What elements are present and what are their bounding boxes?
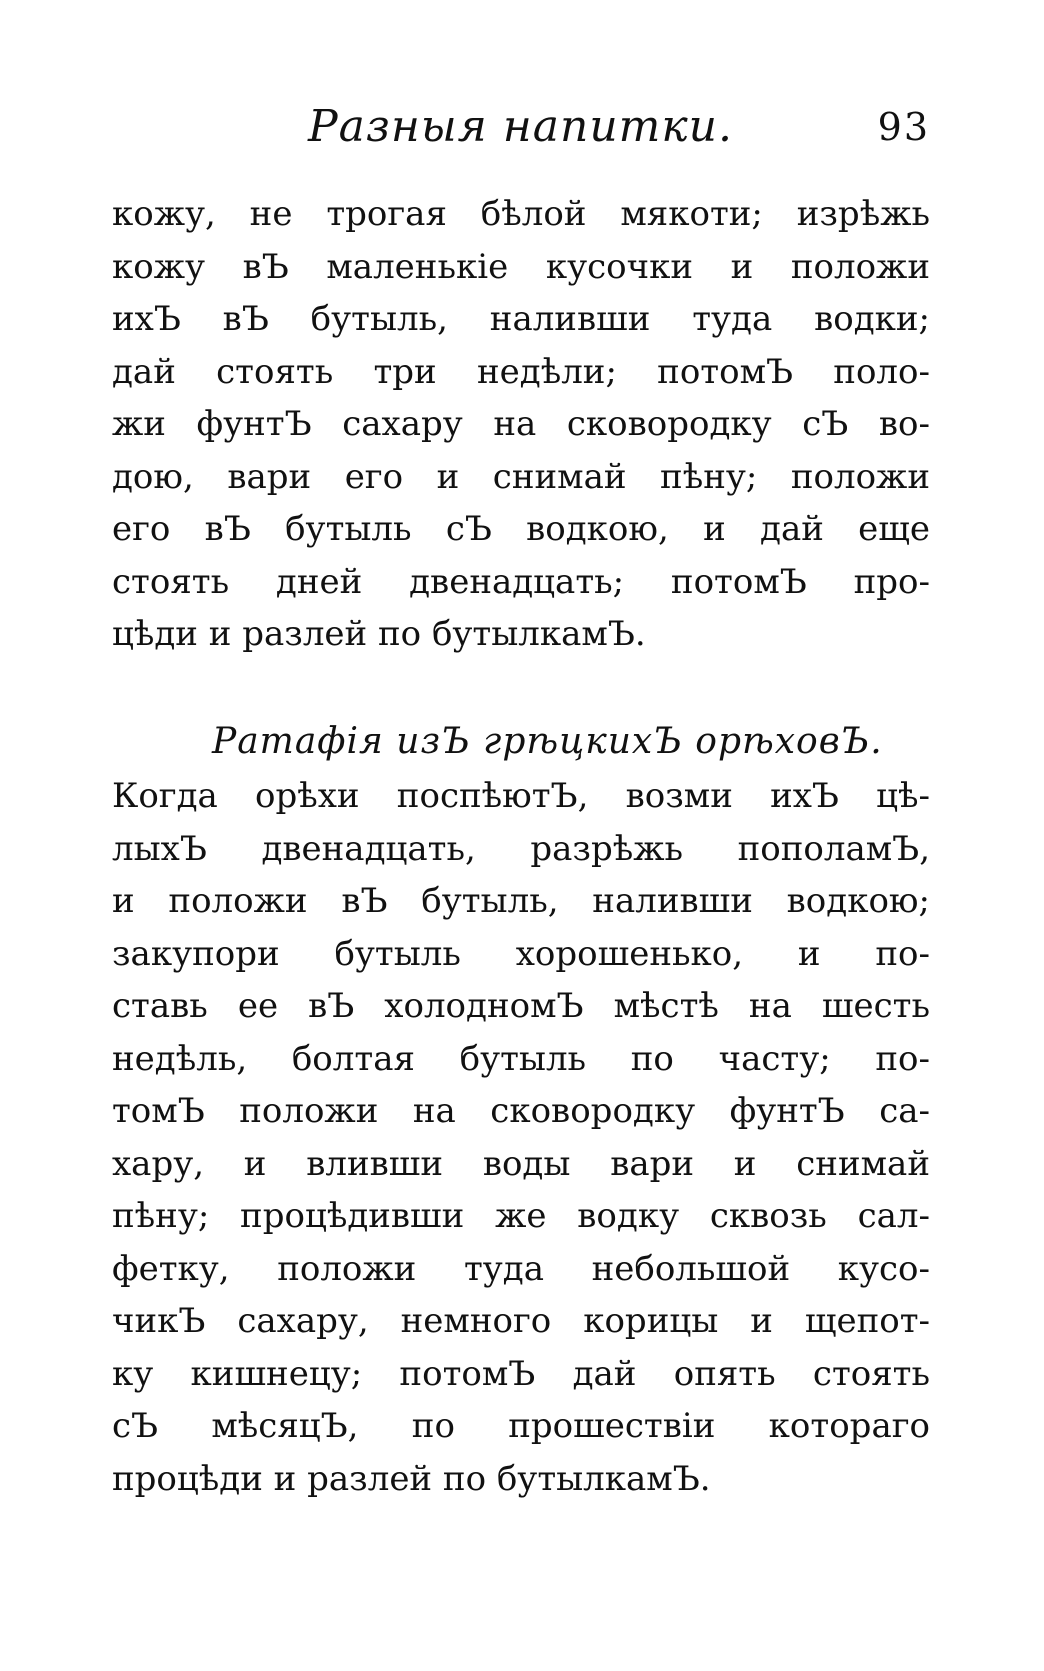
text-line: недѣль, болтая бутыль по часту; по- [112, 1038, 930, 1079]
recipe-heading: Ратафія изЪ грѣцкихЪ орѣховЪ. [212, 721, 883, 762]
text-line: чикЪ сахару, немного корицы и щепот- [112, 1301, 930, 1341]
recipe-continuation-paragraph [112, 188, 930, 661]
page-number: 93 [877, 105, 930, 149]
text-line: лыхЪ двенадцать, разрѣжь пополамЪ, [112, 828, 930, 869]
text-line: и положи вЪ бутыль, наливши водкою; [112, 881, 930, 921]
text-line: томЪ положи на сковородку фунтЪ са- [112, 1091, 930, 1131]
text-line: сЪ мѣсяцЪ, по прошествіи котораго [112, 1406, 930, 1446]
text-line: процѣди и разлей по бутылкамЪ. [112, 1458, 711, 1499]
text-line: ку кишнецу; потомЪ дай опять стоять [112, 1353, 930, 1394]
text-line: ставь ее вЪ холодномЪ мѣстѣ на шесть [112, 986, 930, 1026]
text-line: цѣди и разлей по бутылкамЪ. [112, 614, 646, 654]
recipe-section [112, 714, 930, 1505]
text-line: его вЪ бутыль сЪ водкою, и дай еще [112, 509, 930, 549]
text-line: стоять дней двенадцать; потомЪ про- [112, 561, 930, 602]
text-line: дою, вари его и снимай пѣну; положи [112, 456, 930, 497]
running-title: Разныя напитки. [308, 101, 733, 152]
text-line: ихЪ вЪ бутыль, наливши туда водки; [112, 299, 930, 339]
text-line: кожу вЪ маленькіе кусочки и положи [112, 246, 930, 287]
text-line: закупори бутыль хорошенько, и по- [112, 933, 930, 974]
text-line: фетку, положи туда небольшой кусо- [112, 1248, 930, 1289]
text-line: Когда орѣхи поспѣютЪ, возми ихЪ цѣ- [112, 776, 930, 816]
text-line: хару, и вливши воды вари и снимай [112, 1143, 930, 1184]
text-line: дай стоять три недѣли; потомЪ поло- [112, 351, 930, 392]
running-head [112, 92, 930, 162]
text-line: пѣну; процѣдивши же водку сквозь сал- [112, 1196, 930, 1236]
text-line: жи фунтЪ сахару на сковородку сЪ во- [112, 404, 930, 444]
text-line: кожу, не трогая бѣлой мякоти; изрѣжь [112, 194, 930, 234]
